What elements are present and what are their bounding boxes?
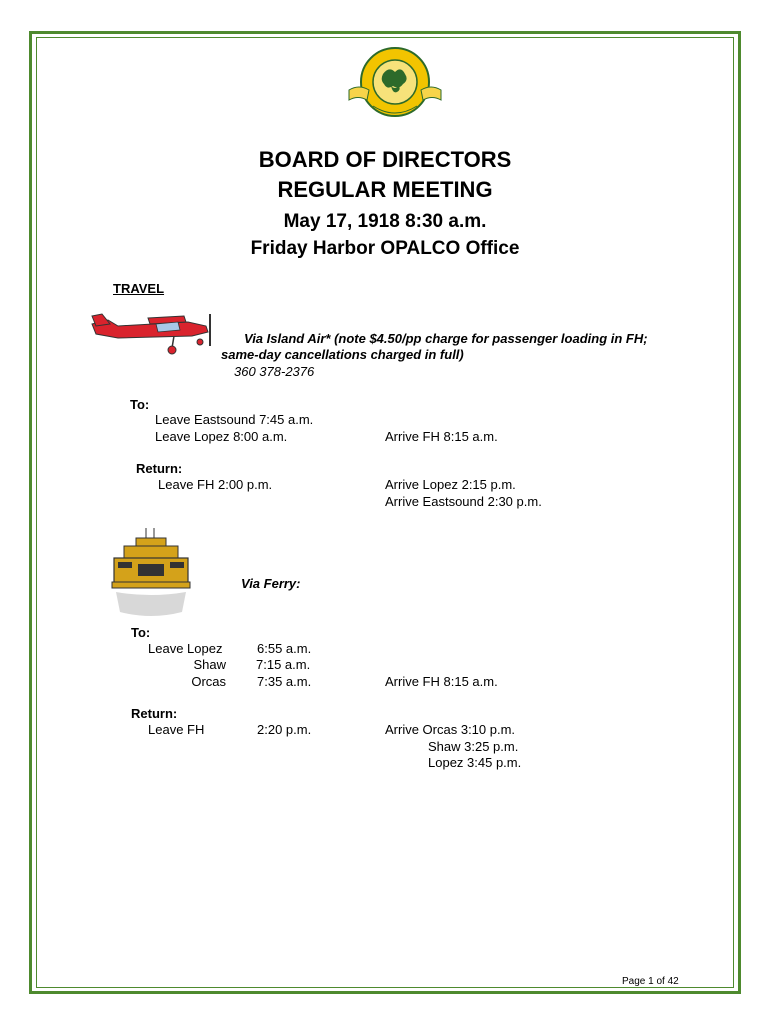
title-line-1: BOARD OF DIRECTORS [258, 147, 512, 172]
travel-heading: TRAVEL [113, 281, 165, 296]
air-return-arrive: Arrive Eastsound 2:30 p.m. [385, 494, 542, 509]
ferry-to-time: 7:15 a.m. [256, 657, 311, 672]
ferry-return-arrive: Lopez 3:45 p.m. [428, 755, 522, 770]
ferry-to-label: To: [131, 625, 151, 640]
air-return-arrive: Arrive Lopez 2:15 p.m. [385, 477, 516, 492]
title-line-2: REGULAR MEETING [277, 177, 493, 202]
air-phone: 360 378-2376 [234, 364, 315, 379]
ferry-return-label: Return: [131, 706, 178, 721]
ferry-to-place: Leave Lopez [148, 641, 223, 656]
page-number: Page 1 of 42 [622, 976, 679, 987]
ferry-return-arrive: Shaw 3:25 p.m. [428, 739, 519, 754]
ferry-return-arrive: Arrive Orcas 3:10 p.m. [385, 722, 516, 737]
air-to-label: To: [130, 397, 150, 412]
air-to-leave: Leave Lopez 8:00 a.m. [155, 429, 288, 444]
air-to-leave: Leave Eastsound 7:45 a.m. [155, 412, 314, 427]
air-return-leave: Leave FH 2:00 p.m. [158, 477, 273, 492]
ferry-label: Via Ferry: [241, 576, 301, 591]
meeting-location: Friday Harbor OPALCO Office [250, 238, 520, 259]
ferry-to-time: 7:35 a.m. [257, 674, 312, 689]
ferry-to-place: Shaw [193, 657, 226, 672]
ferry-return-place: Leave FH [148, 722, 205, 737]
air-to-arrive: Arrive FH 8:15 a.m. [385, 429, 498, 444]
air-line-2: same-day cancellations charged in full) [221, 347, 464, 362]
ferry-to-time: 6:55 a.m. [257, 641, 312, 656]
ferry-to-arrive: Arrive FH 8:15 a.m. [385, 674, 498, 689]
ferry-to-place: Orcas [191, 674, 226, 689]
airplane-icon [88, 308, 218, 356]
ferry-icon [110, 526, 192, 618]
air-return-label: Return: [136, 461, 183, 476]
ferry-return-time: 2:20 p.m. [257, 722, 312, 737]
air-line-1: Via Island Air* (note $4.50/pp charge for passenger loading in FH; [244, 331, 648, 346]
opalco-logo [345, 44, 445, 124]
meeting-date: May 17, 1918 8:30 a.m. [283, 211, 487, 232]
